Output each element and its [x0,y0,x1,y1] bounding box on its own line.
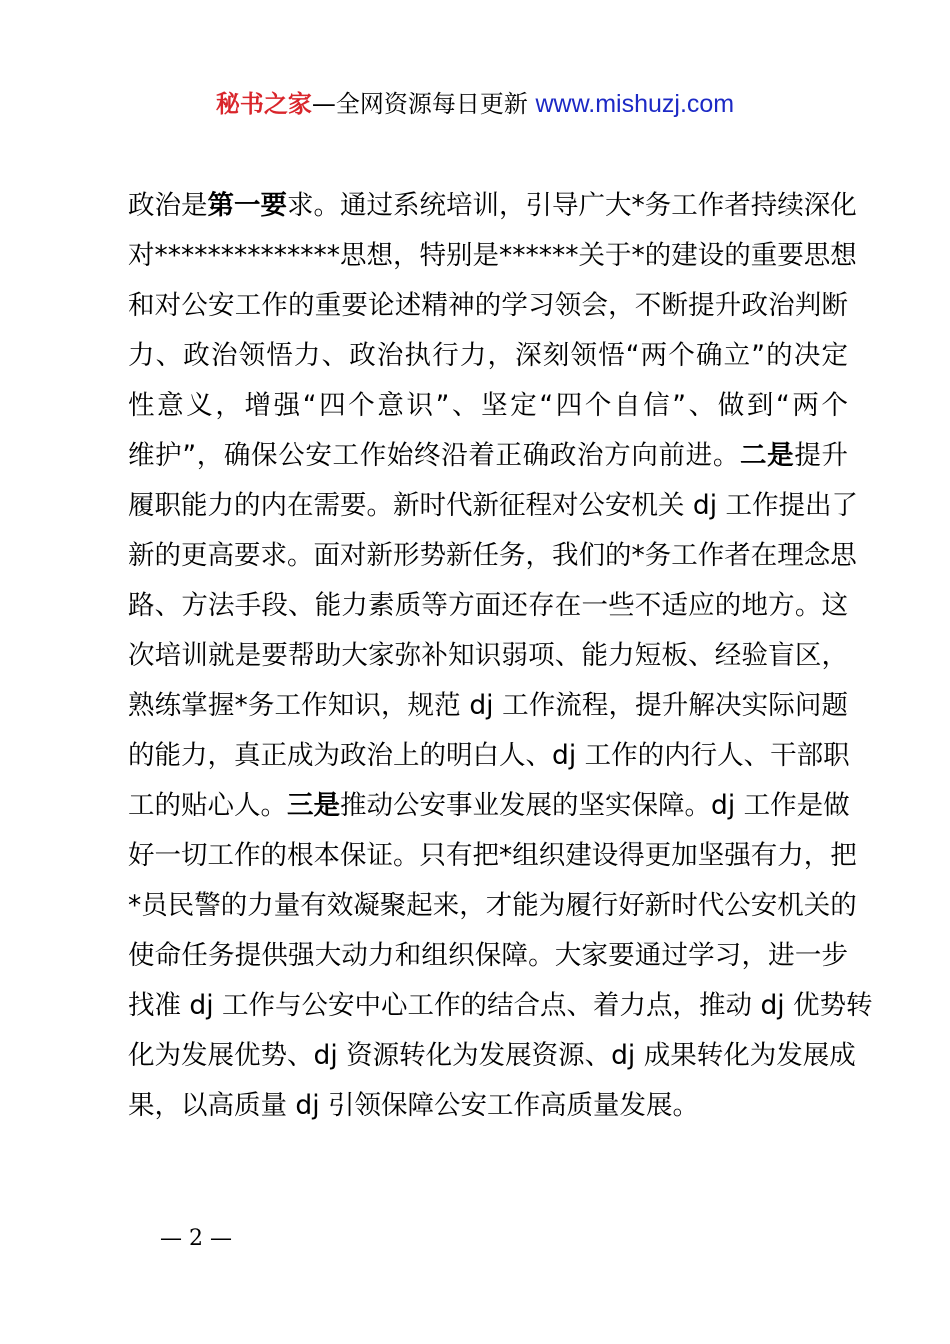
document-body [128,181,873,1131]
text-line: 路、方法手段、能力素质等方面还存在一些不适应的地方。这 [128,590,848,621]
text-line: 次培训就是要帮助大家弥补知识弱项、能力短板、经验盲区， [128,640,848,671]
text-line: 好一切工作的根本保证。只有把*组织建设得更加坚强有力，把 [128,840,857,871]
text-line: 工的贴心人。三是推动公安事业发展的坚实保障。dj 工作是做 [128,790,850,821]
page-number: — 2 — [160,1226,232,1251]
site-brand: 秘书之家 [215,90,312,118]
text-line: 性意义，增强“四个意识”、坚定“四个自信”、做到“两个 [128,390,848,421]
text-line: 果，以高质量 dj 引领保障公安工作高质量发展。 [128,1090,700,1121]
text-line: 维护”，确保公安工作始终沿着正确政治方向前进。二是提升 [128,440,849,471]
text-line: *员民警的力量有效凝聚起来，才能为履行好新时代公安机关的 [128,890,857,921]
text-line: 化为发展优势、dj 资源转化为发展资源、dj 成果转化为发展成 [128,1040,856,1071]
text-line: 熟练掌握*务工作知识，规范 dj 工作流程，提升解决实际问题 [128,690,848,721]
site-url-link[interactable]: www.mishuzj.com [535,90,735,118]
text-line: 找准 dj 工作与公安中心工作的结合点、着力点，推动 dj 优势转 [128,990,873,1021]
text-line: 的能力，真正成为政治上的明白人、dj 工作的内行人、干部职 [128,740,850,771]
text-line: 新的更高要求。面对新形势新任务，我们的*务工作者在理念思 [128,540,857,571]
text-line: 使命任务提供强大动力和组织保障。大家要通过学习，进一步 [128,940,848,971]
text-line: 对**************思想，特别是******关于*的建设的重要思想 [128,240,857,271]
text-line: 履职能力的内在需要。新时代新征程对公安机关 dj 工作提出了 [128,490,859,521]
text-line: 政治是第一要求。通过系统培训，引导广大*务工作者持续深化 [128,190,857,221]
text-line: 力、政治领悟力、政治执行力，深刻领悟“两个确立”的决定 [128,340,848,371]
site-slogan: —全网资源每日更新 [311,90,528,118]
text-line: 和对公安工作的重要论述精神的学习领会，不断提升政治判断 [128,290,848,321]
site-header [0,86,950,122]
